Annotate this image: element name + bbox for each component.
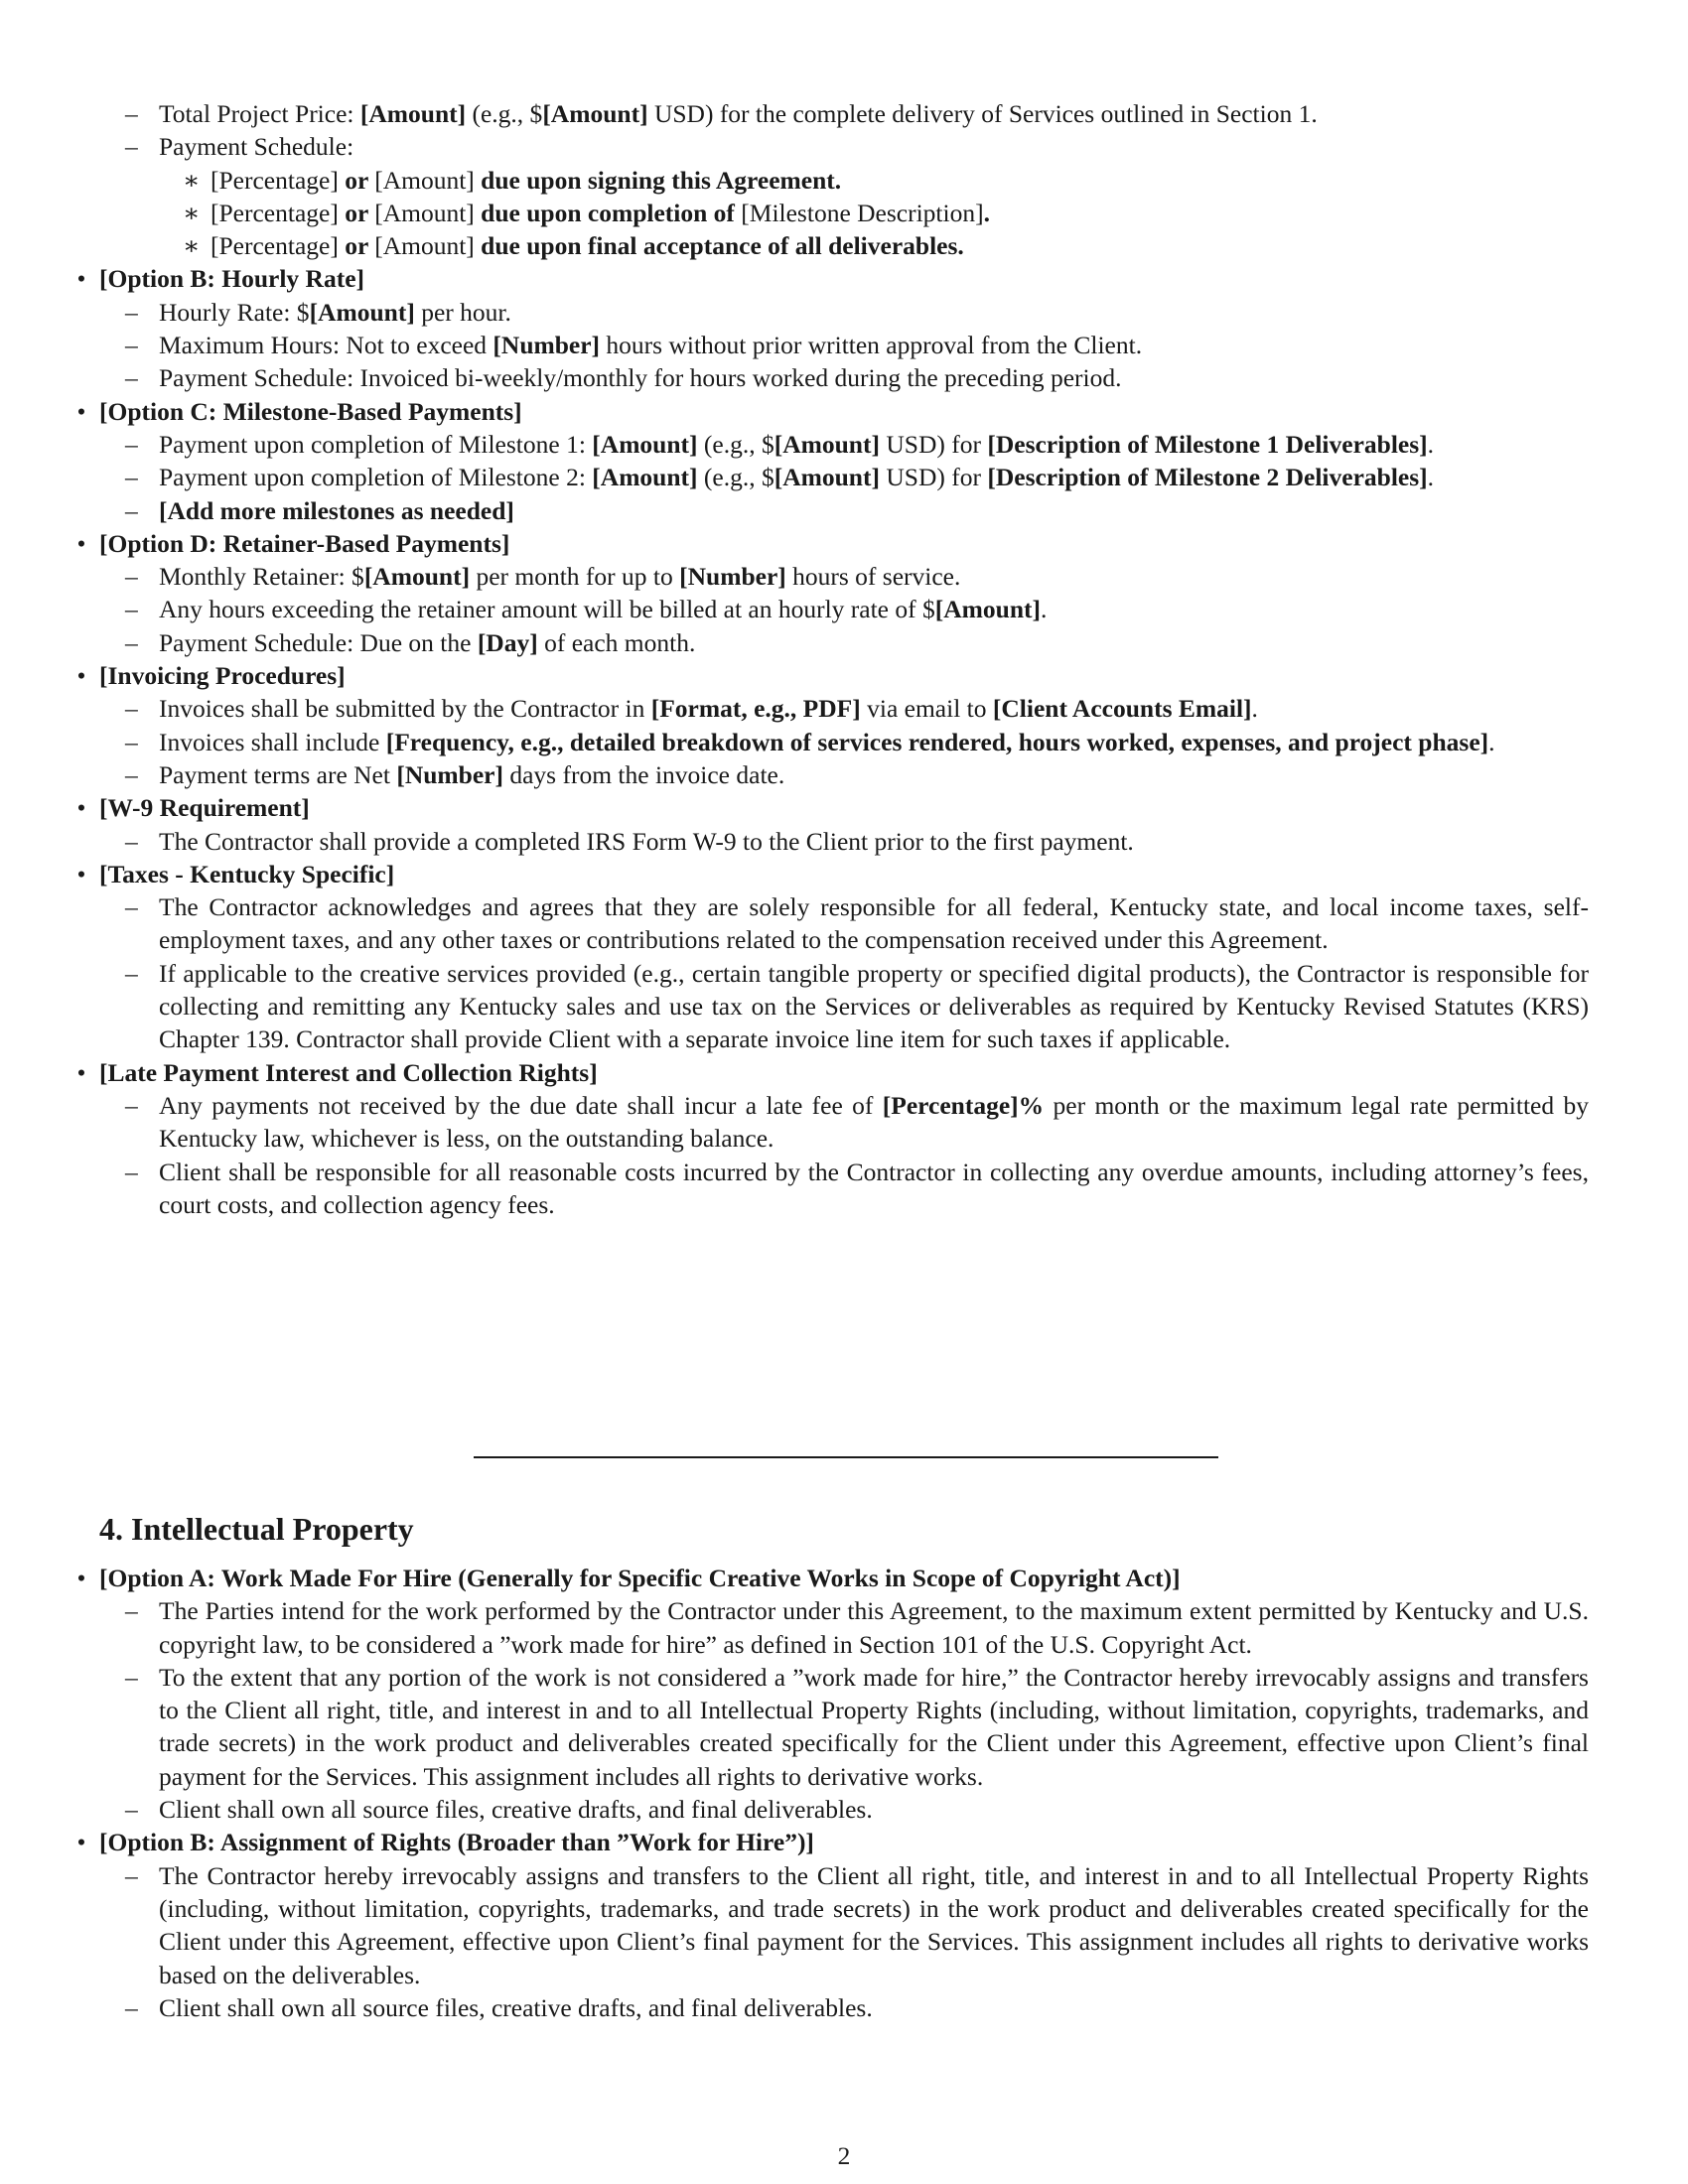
list-item: – Client shall own all source files, creative drafts, and final deliverables. <box>125 1992 873 2022</box>
text-run: [Amount] <box>374 165 475 195</box>
text-run: [Percentage] <box>211 231 339 261</box>
list-item: – The Contractor acknowledges and agrees that they are solely responsible for all federal, Kentucky state, and local income taxes, self-employment taxes, and any other taxes or contributions related to the compensation received under this Agreement. <box>125 892 1589 955</box>
item-text <box>159 99 1318 128</box>
text-run: Payment Schedule: <box>159 132 354 162</box>
text-run: The Contractor hereby irrevocably assigns and transfers to the Client all right, title, and interest in and to all Intellectual Property Rights (including, without limitation, copyrights, trademarks, and trade secrets) in the work product and deliverables created specifically for the Client under this Agreement, effective upon Client’s final payment for the Services. This assignment includes all rights to derivative works based on the deliverables. <box>159 1860 1589 1989</box>
text-run: Client shall be responsible for all reasonable costs incurred by the Contractor in collecting any overdue amounts, including attorney’s fees, court costs, and collection agency fees. <box>159 1157 1589 1219</box>
text-run: hours of service. <box>785 562 961 592</box>
list-item: – Invoices shall be submitted by the Contractor in [Format, e.g., PDF] via email to [Client Accounts Email]. <box>125 694 1258 724</box>
item-text <box>159 1663 1589 1791</box>
invoicing-sublist <box>99 692 1589 791</box>
item-text <box>159 1091 1589 1153</box>
page-number: 2 <box>837 2141 851 2170</box>
ip-options-list <box>30 1562 1589 2024</box>
item-text <box>159 760 784 789</box>
w9-sublist <box>99 825 1589 858</box>
list-item: – Client shall be responsible for all reasonable costs incurred by the Contractor in collecting any overdue amounts, including attorney’s fees, court costs, and collection agency fees. <box>125 1157 1589 1219</box>
text-run: USD) for <box>879 429 988 459</box>
list-item: – Maximum Hours: Not to exceed [Number] hours without prior written approval from the Client. <box>125 331 1143 360</box>
list-item: ∗ [Percentage] or [Amount] due upon signing this Agreement. <box>183 165 842 195</box>
text-run: USD) for the complete delivery of Services outlined in Section 1. <box>647 99 1318 128</box>
ip-option-b-assignment: • [Option B: Assignment of Rights (Broader than ”Work for Hire”)] – The Contractor hereby irrevocably assigns and transfers to the Client all right, title, and interest in and to all Intellectual Property Rights (including, without limitation, copyrights, trademarks, and trade secrets) in the work product and deliverables created specifically for the Client under this Agreement, effective upon Client’s final payment for the Services. This assignment includes all rights to derivative works based on the deliverables. – Client shall own all source files, creative drafts, and final deliverables. <box>30 1826 1589 2024</box>
placeholder-field: [Description of Milestone 1 Deliverables] <box>987 429 1428 459</box>
list-item: ∗ [Percentage] or [Amount] due upon completion of [Milestone Description]. <box>183 198 990 227</box>
option-b-sublist <box>99 296 1589 395</box>
option-title: [Option B: Hourly Rate] <box>99 264 365 294</box>
text-run: The Contractor shall provide a completed IRS Form W-9 to the Client prior to the first payment. <box>159 826 1134 856</box>
item-text <box>159 132 353 161</box>
invoicing-procedures: • [Invoicing Procedures] – Invoices shall be submitted by the Contractor in [Format, e.g., PDF] via email to [Client Accounts Email]. – Invoices shall include [Frequency, e.g., detailed breakdown of services rendered, hours worked, expenses, and project phase]. – Payment terms are Net [Number] days from the invoice date. <box>30 659 1589 791</box>
list-item: – Invoices shall include [Frequency, e.g., detailed breakdown of services rendered, hours worked, expenses, and project phase]. <box>125 727 1495 756</box>
payment-schedule-list <box>159 164 1589 263</box>
taxes-sublist <box>99 890 1589 1055</box>
item-text <box>159 728 1495 756</box>
placeholder-field: or <box>338 165 375 195</box>
item-text <box>159 298 511 327</box>
text-run: The Contractor acknowledges and agrees that they are solely responsible for all federal, Kentucky state, and local income taxes, self-employment taxes, and any other taxes or contributions related to the compensation received under this Agreement. <box>159 892 1589 955</box>
placeholder-field: [Amount] <box>363 562 471 592</box>
option-c-sublist <box>99 428 1589 527</box>
text-run: Invoices shall be submitted by the Contractor in <box>159 694 651 724</box>
late-payment-sublist <box>99 1089 1589 1221</box>
list-item: ∗ [Percentage] or [Amount] due upon final acceptance of all deliverables. <box>183 231 964 261</box>
list-item: – Payment upon completion of Milestone 2: [Amount] (e.g., $[Amount] USD) for [Description of Milestone 2 Deliverables]. <box>125 463 1435 492</box>
item-text <box>159 1158 1589 1219</box>
placeholder-field: [Amount] <box>592 463 698 492</box>
text-run: Invoices shall include <box>159 727 386 756</box>
placeholder-field: . <box>983 198 990 227</box>
text-run: Payment Schedule: Due on the <box>159 627 478 657</box>
placeholder-field: due upon completion of <box>474 198 742 227</box>
item-text <box>159 959 1589 1054</box>
text-run: [Percentage] <box>211 198 339 227</box>
item-text <box>159 496 514 525</box>
option-d-sublist <box>99 560 1589 659</box>
option-c-milestones: • [Option C: Milestone-Based Payments] – Payment upon completion of Milestone 1: [Amount] (e.g., $[Amount] USD) for [Description of Milestone 1 Deliverables]. – Payment upon completion of Milestone 2: [Amount] (e.g., $[Amount] USD) for [Description of Milestone 2 Deliverables]. – [Add more milestones as needed] <box>30 395 1589 527</box>
list-item: – Hourly Rate: $[Amount] per hour. <box>125 297 511 327</box>
text-run: (e.g., $ <box>466 99 543 128</box>
item-text <box>159 562 960 591</box>
text-run: Payment terms are Net <box>159 759 397 789</box>
item-text <box>159 430 1434 459</box>
text-run: . <box>1427 429 1435 459</box>
option-title: [Taxes - Kentucky Specific] <box>99 859 395 888</box>
list-item: – Total Project Price: [Amount] (e.g., $[Amount] USD) for the complete delivery of Services outlined in Section 1. <box>125 99 1318 128</box>
text-run: The Parties intend for the work performed by the Contractor under this Agreement, to the maximum extent permitted by Kentucky and U.S. copyright law, to be considered a ”work made for hire” as defined in Section 101 of the U.S. Copyright Act. <box>159 1596 1589 1659</box>
placeholder-field: [Format, e.g., PDF] <box>650 694 861 724</box>
text-run: Maximum Hours: Not to exceed <box>159 331 493 360</box>
option-title: [Invoicing Procedures] <box>99 661 346 691</box>
list-item: – Payment upon completion of Milestone 1: [Amount] (e.g., $[Amount] USD) for [Description of Milestone 1 Deliverables]. <box>125 429 1435 459</box>
item-text <box>159 892 1589 954</box>
text-run: . <box>1041 595 1048 624</box>
text-run: . <box>1427 463 1435 492</box>
placeholder-field: [Amount] <box>359 99 467 128</box>
placeholder-field: or <box>338 231 375 261</box>
section-divider <box>474 1456 1218 1458</box>
text-run: per hour. <box>414 297 511 327</box>
text-run: [Amount] <box>374 198 475 227</box>
option-b-hourly-rate: • [Option B: Hourly Rate] – Hourly Rate: $[Amount] per hour. – Maximum Hours: Not to exceed [Number] hours without prior written approval from the Client. – Payment Schedule: Invoiced bi-weekly/monthly for hours worked during the preceding period. <box>30 262 1589 394</box>
list-item: – The Parties intend for the work performed by the Contractor under this Agreement, to the maximum extent permitted by Kentucky and U.S. copyright law, to be considered a ”work made for hire” as defined in Section 101 of the U.S. Copyright Act. <box>125 1596 1589 1659</box>
list-item: – The Contractor shall provide a completed IRS Form W-9 to the Client prior to the first payment. <box>125 826 1134 856</box>
list-item: – The Contractor hereby irrevocably assigns and transfers to the Client all right, title, and interest in and to all Intellectual Property Rights (including, without limitation, copyrights, trademarks, and trade secrets) in the work product and deliverables created specifically for the Client under this Agreement, effective upon Client’s final payment for the Services. This assignment includes all rights to derivative works based on the deliverables. <box>125 1860 1589 1989</box>
item-text <box>211 199 990 227</box>
text-run: via email to <box>860 694 993 724</box>
item-text <box>159 1861 1589 1989</box>
item-text <box>159 595 1047 623</box>
text-run: If applicable to the creative services provided (e.g., certain tangible property or specified digital products), the Contractor is responsible for collecting and remitting any Kentucky sales and use tax on the Services or deliverables as required by Kentucky Revised Statutes (KRS) Chapter 139. Contractor shall provide Client with a separate invoice line item for such taxes if applicable. <box>159 958 1589 1054</box>
text-run: USD) for <box>879 463 988 492</box>
w9-requirement: • [W-9 Requirement] – The Contractor shall provide a completed IRS Form W-9 to the Client prior to the first payment. <box>30 791 1589 858</box>
list-item: – Monthly Retainer: $[Amount] per month for up to [Number] hours of service. <box>125 562 961 592</box>
placeholder-field: [Frequency, e.g., detailed breakdown of services rendered, hours worked, expenses, and project phase] <box>385 727 1489 756</box>
placeholder-field: or <box>338 198 375 227</box>
text-run: Total Project Price: <box>159 99 360 128</box>
placeholder-field: [Number] <box>396 759 503 789</box>
option-title: [Option A: Work Made For Hire (Generally for Specific Creative Works in Scope of Copyright Act)] <box>99 1564 1181 1592</box>
text-run: of each month. <box>537 627 696 657</box>
placeholder-field: [Amount] <box>592 429 698 459</box>
option-title: [Option C: Milestone-Based Payments] <box>99 396 522 426</box>
list-item: – Payment terms are Net [Number] days from the invoice date. <box>125 759 785 789</box>
option-title: [W-9 Requirement] <box>99 793 310 823</box>
list-item: – Payment Schedule: Invoiced bi-weekly/monthly for hours worked during the preceding period. <box>125 363 1122 393</box>
text-run: days from the invoice date. <box>502 759 785 789</box>
text-run: per month or the maximum legal rate permitted by Kentucky law, whichever is less, on the outstanding balance. <box>159 1090 1589 1154</box>
payment-options-list <box>30 262 1589 1221</box>
option-title: [Option B: Assignment of Rights (Broader than ”Work for Hire”)] <box>99 1828 814 1857</box>
text-run: Client shall own all source files, creative drafts, and final deliverables. <box>159 1795 873 1825</box>
item-text <box>159 1795 873 1824</box>
placeholder-field: [Percentage]% <box>882 1090 1045 1120</box>
list-item: – Client shall own all source files, creative drafts, and final deliverables. <box>125 1795 873 1825</box>
text-run: (e.g., $ <box>697 463 774 492</box>
list-item: – To the extent that any portion of the work is not considered a ”work made for hire,” the Contractor hereby irrevocably assigns and transfers to the Client all right, title, and interest in and to all Intellectual Property Rights (including, without limitation, copyrights, trademarks, and trade secrets) in the work product and deliverables created specifically for the Client under this Agreement, effective upon Client’s final payment for the Services. This assignment includes all rights to derivative works. <box>125 1662 1589 1791</box>
placeholder-field: [Number] <box>492 331 601 360</box>
placeholder-field: [Amount] <box>774 429 880 459</box>
item-text <box>159 331 1142 359</box>
option-title: [Option D: Retainer-Based Payments] <box>99 528 510 558</box>
placeholder-field: [Number] <box>679 562 786 592</box>
item-text <box>211 231 964 260</box>
placeholder-field: due upon signing this Agreement. <box>474 165 842 195</box>
item-text <box>159 1993 873 2022</box>
text-run: per month for up to <box>470 562 680 592</box>
list-item: – Any payments not received by the due date shall incur a late fee of [Percentage]% per month or the maximum legal rate permitted by Kentucky law, whichever is less, on the outstanding balance. <box>125 1090 1589 1154</box>
item-text <box>159 694 1258 723</box>
text-run: Payment upon completion of Milestone 2: <box>159 463 593 492</box>
text-run: Payment upon completion of Milestone 1: <box>159 429 593 459</box>
text-run: . <box>1488 727 1495 756</box>
ip-option-a-sublist <box>99 1594 1589 1826</box>
placeholder-field: [Day] <box>477 627 538 657</box>
placeholder-field: [Amount] <box>774 463 880 492</box>
placeholder-field: [Client Accounts Email] <box>992 694 1252 724</box>
item-text <box>159 1596 1589 1658</box>
list-item: – Any hours exceeding the retainer amount will be billed at an hourly rate of $[Amount]. <box>125 595 1048 624</box>
text-run: (e.g., $ <box>697 429 774 459</box>
option-title: [Late Payment Interest and Collection Rights] <box>99 1057 598 1087</box>
fixed-price-sublist <box>99 97 1589 262</box>
ip-option-b-sublist <box>99 1859 1589 2024</box>
placeholder-field: due upon final acceptance of all deliverables. <box>474 231 964 261</box>
list-item: – [Add more milestones as needed] <box>125 495 514 525</box>
late-payment: • [Late Payment Interest and Collection Rights] – Any payments not received by the due date shall incur a late fee of [Percentage]% per month or the maximum legal rate permitted by Kentucky law, whichever is less, on the outstanding balance. – Client shall be responsible for all reasonable costs incurred by the Contractor in collecting any overdue amounts, including attorney’s fees, court costs, and collection agency fees. <box>30 1056 1589 1221</box>
text-run: [Milestone Description] <box>741 198 984 227</box>
text-run: Payment Schedule: Invoiced bi-weekly/monthly for hours worked during the preceding period. <box>159 363 1122 393</box>
ip-option-a-work-for-hire: • [Option A: Work Made For Hire (Generally for Specific Creative Works in Scope of Copyright Act)] – The Parties intend for the work performed by the Contractor under this Agreement, to the maximum extent permitted by Kentucky and U.S. copyright law, to be considered a ”work made for hire” as defined in Section 101 of the U.S. Copyright Act. – To the extent that any portion of the work is not considered a ”work made for hire,” the Contractor hereby irrevocably assigns and transfers to the Client all right, title, and interest in and to all Intellectual Property Rights (including, without limitation, copyrights, trademarks, and trade secrets) in the work product and deliverables created specifically for the Client under this Agreement, effective upon Client’s final payment for the Services. This assignment includes all rights to derivative works. – Client shall own all source files, creative drafts, and final deliverables. <box>30 1562 1589 1826</box>
placeholder-field: [Amount] <box>542 99 648 128</box>
text-run: . <box>1251 694 1258 724</box>
list-item: – If applicable to the creative services provided (e.g., certain tangible property or specified digital products), the Contractor is responsible for collecting and remitting any Kentucky sales and use tax on the Services or deliverables as required by Kentucky Revised Statutes (KRS) Chapter 139. Contractor shall provide Client with a separate invoice line item for such taxes if applicable. <box>125 958 1589 1054</box>
placeholder-field: [Description of Milestone 2 Deliverables] <box>987 463 1428 492</box>
option-d-retainer: • [Option D: Retainer-Based Payments] – Monthly Retainer: $[Amount] per month for up to [Number] hours of service. – Any hours exceeding the retainer amount will be billed at an hourly rate of $[Amount]. – Payment Schedule: Due on the [Day] of each month. <box>30 527 1589 659</box>
placeholder-field: [Amount] <box>934 595 1041 624</box>
text-run: Monthly Retainer: $ <box>159 562 364 592</box>
list-item: – Payment Schedule: Due on the [Day] of each month. <box>125 627 696 657</box>
item-text <box>159 363 1121 392</box>
item-text <box>159 628 695 657</box>
list-item: – Payment Schedule: ∗ [Percentage] or [Amount] due upon signing this Agreement. ∗ [Percentage] or [Amount] due upon completion of [Milestone Description]. ∗ [Percentage] or [Amount] due upon final acceptance of all deliverables. <box>99 130 1589 262</box>
ip-options-block <box>76 1562 1589 2024</box>
text-run: Client shall own all source files, creative drafts, and final deliverables. <box>159 1992 873 2022</box>
item-text <box>159 827 1134 856</box>
text-run: [Percentage] <box>211 165 339 195</box>
taxes-kentucky: • [Taxes - Kentucky Specific] – The Contractor acknowledges and agrees that they are solely responsible for all federal, Kentucky state, and local income taxes, self-employment taxes, and any other taxes or contributions related to the compensation received under this Agreement. – If applicable to the creative services provided (e.g., certain tangible property or specified digital products), the Contractor is responsible for collecting and remitting any Kentucky sales and use tax on the Services or deliverables as required by Kentucky Revised Statutes (KRS) Chapter 139. Contractor shall provide Client with a separate invoice line item for such taxes if applicable. <box>30 858 1589 1056</box>
payment-options-block <box>76 97 1589 1221</box>
text-run: Hourly Rate: $ <box>159 297 310 327</box>
section-heading: 4. Intellectual Property <box>99 1511 414 1547</box>
placeholder-field: [Add more milestones as needed] <box>159 495 514 525</box>
text-run: Any payments not received by the due date shall incur a late fee of <box>159 1090 883 1120</box>
item-text <box>211 166 841 195</box>
placeholder-field: [Amount] <box>309 297 415 327</box>
text-run: hours without prior written approval from the Client. <box>600 331 1143 360</box>
text-run: To the extent that any portion of the work is not considered a ”work made for hire,” the Contractor hereby irrevocably assigns and transfers to the Client all right, title, and interest in and to all Intellectual Property Rights (including, without limitation, copyrights, trademarks, and trade secrets) in the work product and deliverables created specifically for the Client under this Agreement, effective upon Client’s final payment for the Services. This assignment includes all rights to derivative works. <box>159 1662 1589 1791</box>
item-text <box>159 463 1434 491</box>
text-run: [Amount] <box>374 231 475 261</box>
text-run: Any hours exceeding the retainer amount will be billed at an hourly rate of $ <box>159 595 935 624</box>
